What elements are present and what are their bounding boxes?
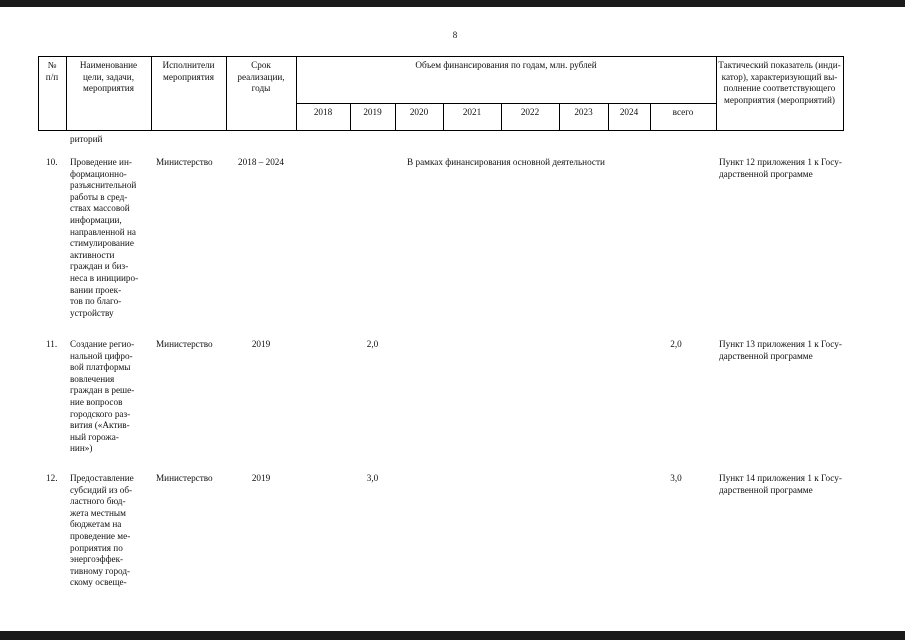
year-2019: 2019 <box>363 107 382 117</box>
row-funding-note: В рамках финансирования основной деятельности <box>407 157 605 167</box>
row-name: Предоставление субсидий из об- ластного бюд- жета местным бюджетам на проведение ме- роприятия по энергоэффек- тивному город- скому освеще- <box>70 473 134 588</box>
row-number: 12. <box>46 473 58 483</box>
row-executor: Министерство <box>156 157 213 167</box>
row-number: 10. <box>46 157 58 167</box>
header-name: Наименование цели, задачи, мероприятия <box>79 60 138 94</box>
year-2023: 2023 <box>574 107 593 117</box>
row-term: 2019 <box>251 339 271 349</box>
row-value-total: 3,0 <box>670 473 682 483</box>
row-value-2019: 3,0 <box>366 473 379 483</box>
year-2020: 2020 <box>409 107 429 117</box>
bottom-scan-border <box>0 631 905 640</box>
year-total: всего <box>672 107 694 117</box>
top-scan-border <box>0 0 905 7</box>
row-indicator: Пункт 14 приложения 1 к Госу- дарственной программе <box>719 473 842 495</box>
continuation-text: риторий <box>70 134 103 144</box>
page-number: 8 <box>452 30 458 40</box>
row-name: Проведение ин- формационно- разъяснительной работы в сред- ствах массовой информации, направленной на стимулирование активности граждан и биз- неса в иницииро- вании проек- тов по благо- устройству <box>70 157 139 318</box>
year-2021: 2021 <box>462 107 482 117</box>
year-2022: 2022 <box>520 107 540 117</box>
header-funding: Объем финансирования по годам, млн. рублей <box>415 60 597 70</box>
row-value-2019: 2,0 <box>366 339 379 349</box>
row-term: 2018 – 2024 <box>238 157 284 167</box>
year-2024: 2024 <box>619 107 639 117</box>
year-2018: 2018 <box>313 107 333 117</box>
header-num: № п/п <box>45 60 59 82</box>
header-indicator: Тактический показатель (инди- катор), характеризующий вы- полнение соответствующего мероприятия (мероприятий) <box>718 60 841 105</box>
header-executors: Исполнители мероприятия <box>162 60 215 82</box>
header-term: Срок реализации, годы <box>237 60 285 94</box>
row-term: 2019 <box>251 473 271 483</box>
row-number: 11. <box>46 339 58 349</box>
row-executor: Министерство <box>156 339 213 349</box>
row-executor: Министерство <box>156 473 213 483</box>
row-value-total: 2,0 <box>670 339 682 349</box>
row-indicator: Пункт 12 приложения 1 к Госу- дарственной программе <box>719 157 842 179</box>
row-name: Создание регио- нальной цифро- вой платформы вовлечения граждан в реше- ние вопросов городского раз- вития («Актив- ный горожа- нин») <box>70 339 135 454</box>
row-indicator: Пункт 13 приложения 1 к Госу- дарственной программе <box>719 339 842 361</box>
